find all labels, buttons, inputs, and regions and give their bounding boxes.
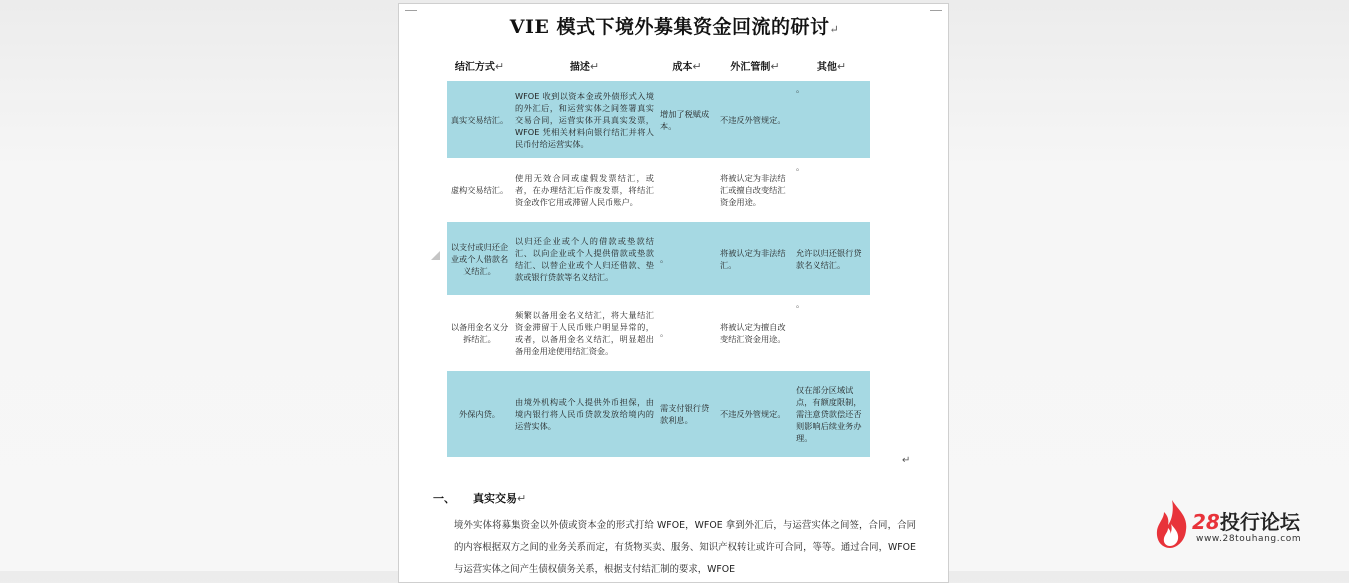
cell-way: 以备用金名义分拆结汇。	[447, 296, 512, 371]
paragraph-mark: ↵	[902, 455, 911, 466]
watermark-logo	[1154, 498, 1334, 550]
section-heading: 一、 真实交易↵	[433, 492, 527, 505]
cell-way: 以支付或归还企业或个人借款名义结汇。	[447, 222, 512, 296]
cell-cost: 需支付银行贷款利息。	[657, 371, 717, 457]
cell-desc: 以归还企业或个人的借款或垫款结汇、以向企业或个人提供借款或垫款结汇、以替企业或个人归还借款、垫款或银行贷款等名义结汇。	[512, 222, 657, 296]
margin-corner-left	[405, 4, 417, 11]
margin-corner-right	[930, 4, 942, 11]
cell-cost: 。	[657, 296, 717, 371]
body-paragraph: 境外实体将募集资金以外债或资本金的形式打给 WFOE，WFOE 拿到外汇后，与运营实体之间签，合同，合同的内容根据双方之间的业务关系而定，有货物买卖、服务、知识产权转让或许可合同，等等。通过合同，WFOE 与运营实体之间产生债权债务关系，根据支付结汇制的要求，WFOE	[454, 520, 916, 575]
header-cell: 结汇方式↵	[447, 54, 512, 81]
cell-way: 虚构交易结汇。	[447, 159, 512, 222]
header-cell: 其他↵	[793, 54, 870, 81]
table-row	[447, 296, 870, 371]
table-row	[447, 81, 870, 159]
flame-icon	[1154, 498, 1190, 550]
header-cell: 外汇管制↵	[717, 54, 793, 81]
document-page	[398, 3, 949, 583]
page-title: VIE 模式下境外募集资金回流的研讨↵	[509, 16, 840, 38]
cell-cost: 增加了税赋成本。	[657, 81, 717, 159]
logo-url: www.28touhang.com	[1196, 534, 1302, 544]
cell-other: 仅在部分区域试点，有额度限制，需注意贷款偿还否则影响后续业务办理。	[793, 371, 870, 457]
comparison-table	[447, 54, 870, 457]
header-cell: 成本↵	[657, 54, 717, 81]
cell-cost	[657, 159, 717, 222]
cell-fx: 不违反外管规定。	[717, 81, 793, 159]
cell-cost: 。	[657, 222, 717, 296]
table-row	[447, 371, 870, 457]
collapse-arrow-icon[interactable]	[431, 251, 440, 260]
cell-other: 。	[793, 81, 870, 159]
header-cell: 描述↵	[512, 54, 657, 81]
cell-desc: 由境外机构或个人提供外币担保，由境内银行将人民币贷款发放给境内的运营实体。	[512, 371, 657, 457]
cell-fx: 不违反外管规定。	[717, 371, 793, 457]
cell-other: 。	[793, 296, 870, 371]
cell-desc: WFOE 收到以资本金或外债形式入境的外汇后，和运营实体之间签署真实交易合同，运营实体开具真实发票，WFOE 凭相关材料向银行结汇并将人民币付给运营实体。	[512, 81, 657, 159]
table-row	[447, 159, 870, 222]
cell-desc: 使用无效合同或虚假发票结汇，或者，在办理结汇后作废发票，将结汇资金改作它用或滞留人民币账户。	[512, 159, 657, 222]
cell-way: 真实交易结汇。	[447, 81, 512, 159]
logo-text: 28投行论坛	[1192, 510, 1300, 534]
table-header-row	[447, 54, 870, 81]
cell-desc: 频繁以备用金名义结汇，将大量结汇资金滞留于人民币账户明显异常的，或者，以备用金名义结汇，明显超出备用金用途使用结汇资金。	[512, 296, 657, 371]
cell-other: 允许以归还银行贷款名义结汇。	[793, 222, 870, 296]
cell-other: 。	[793, 159, 870, 222]
cell-fx: 将被认定为擅自改变结汇资金用途。	[717, 296, 793, 371]
table-row	[447, 222, 870, 296]
cell-fx: 将被认定为非法结汇或擅自改变结汇资金用途。	[717, 159, 793, 222]
cell-fx: 将被认定为非法结汇。	[717, 222, 793, 296]
cell-way: 外保内贷。	[447, 371, 512, 457]
